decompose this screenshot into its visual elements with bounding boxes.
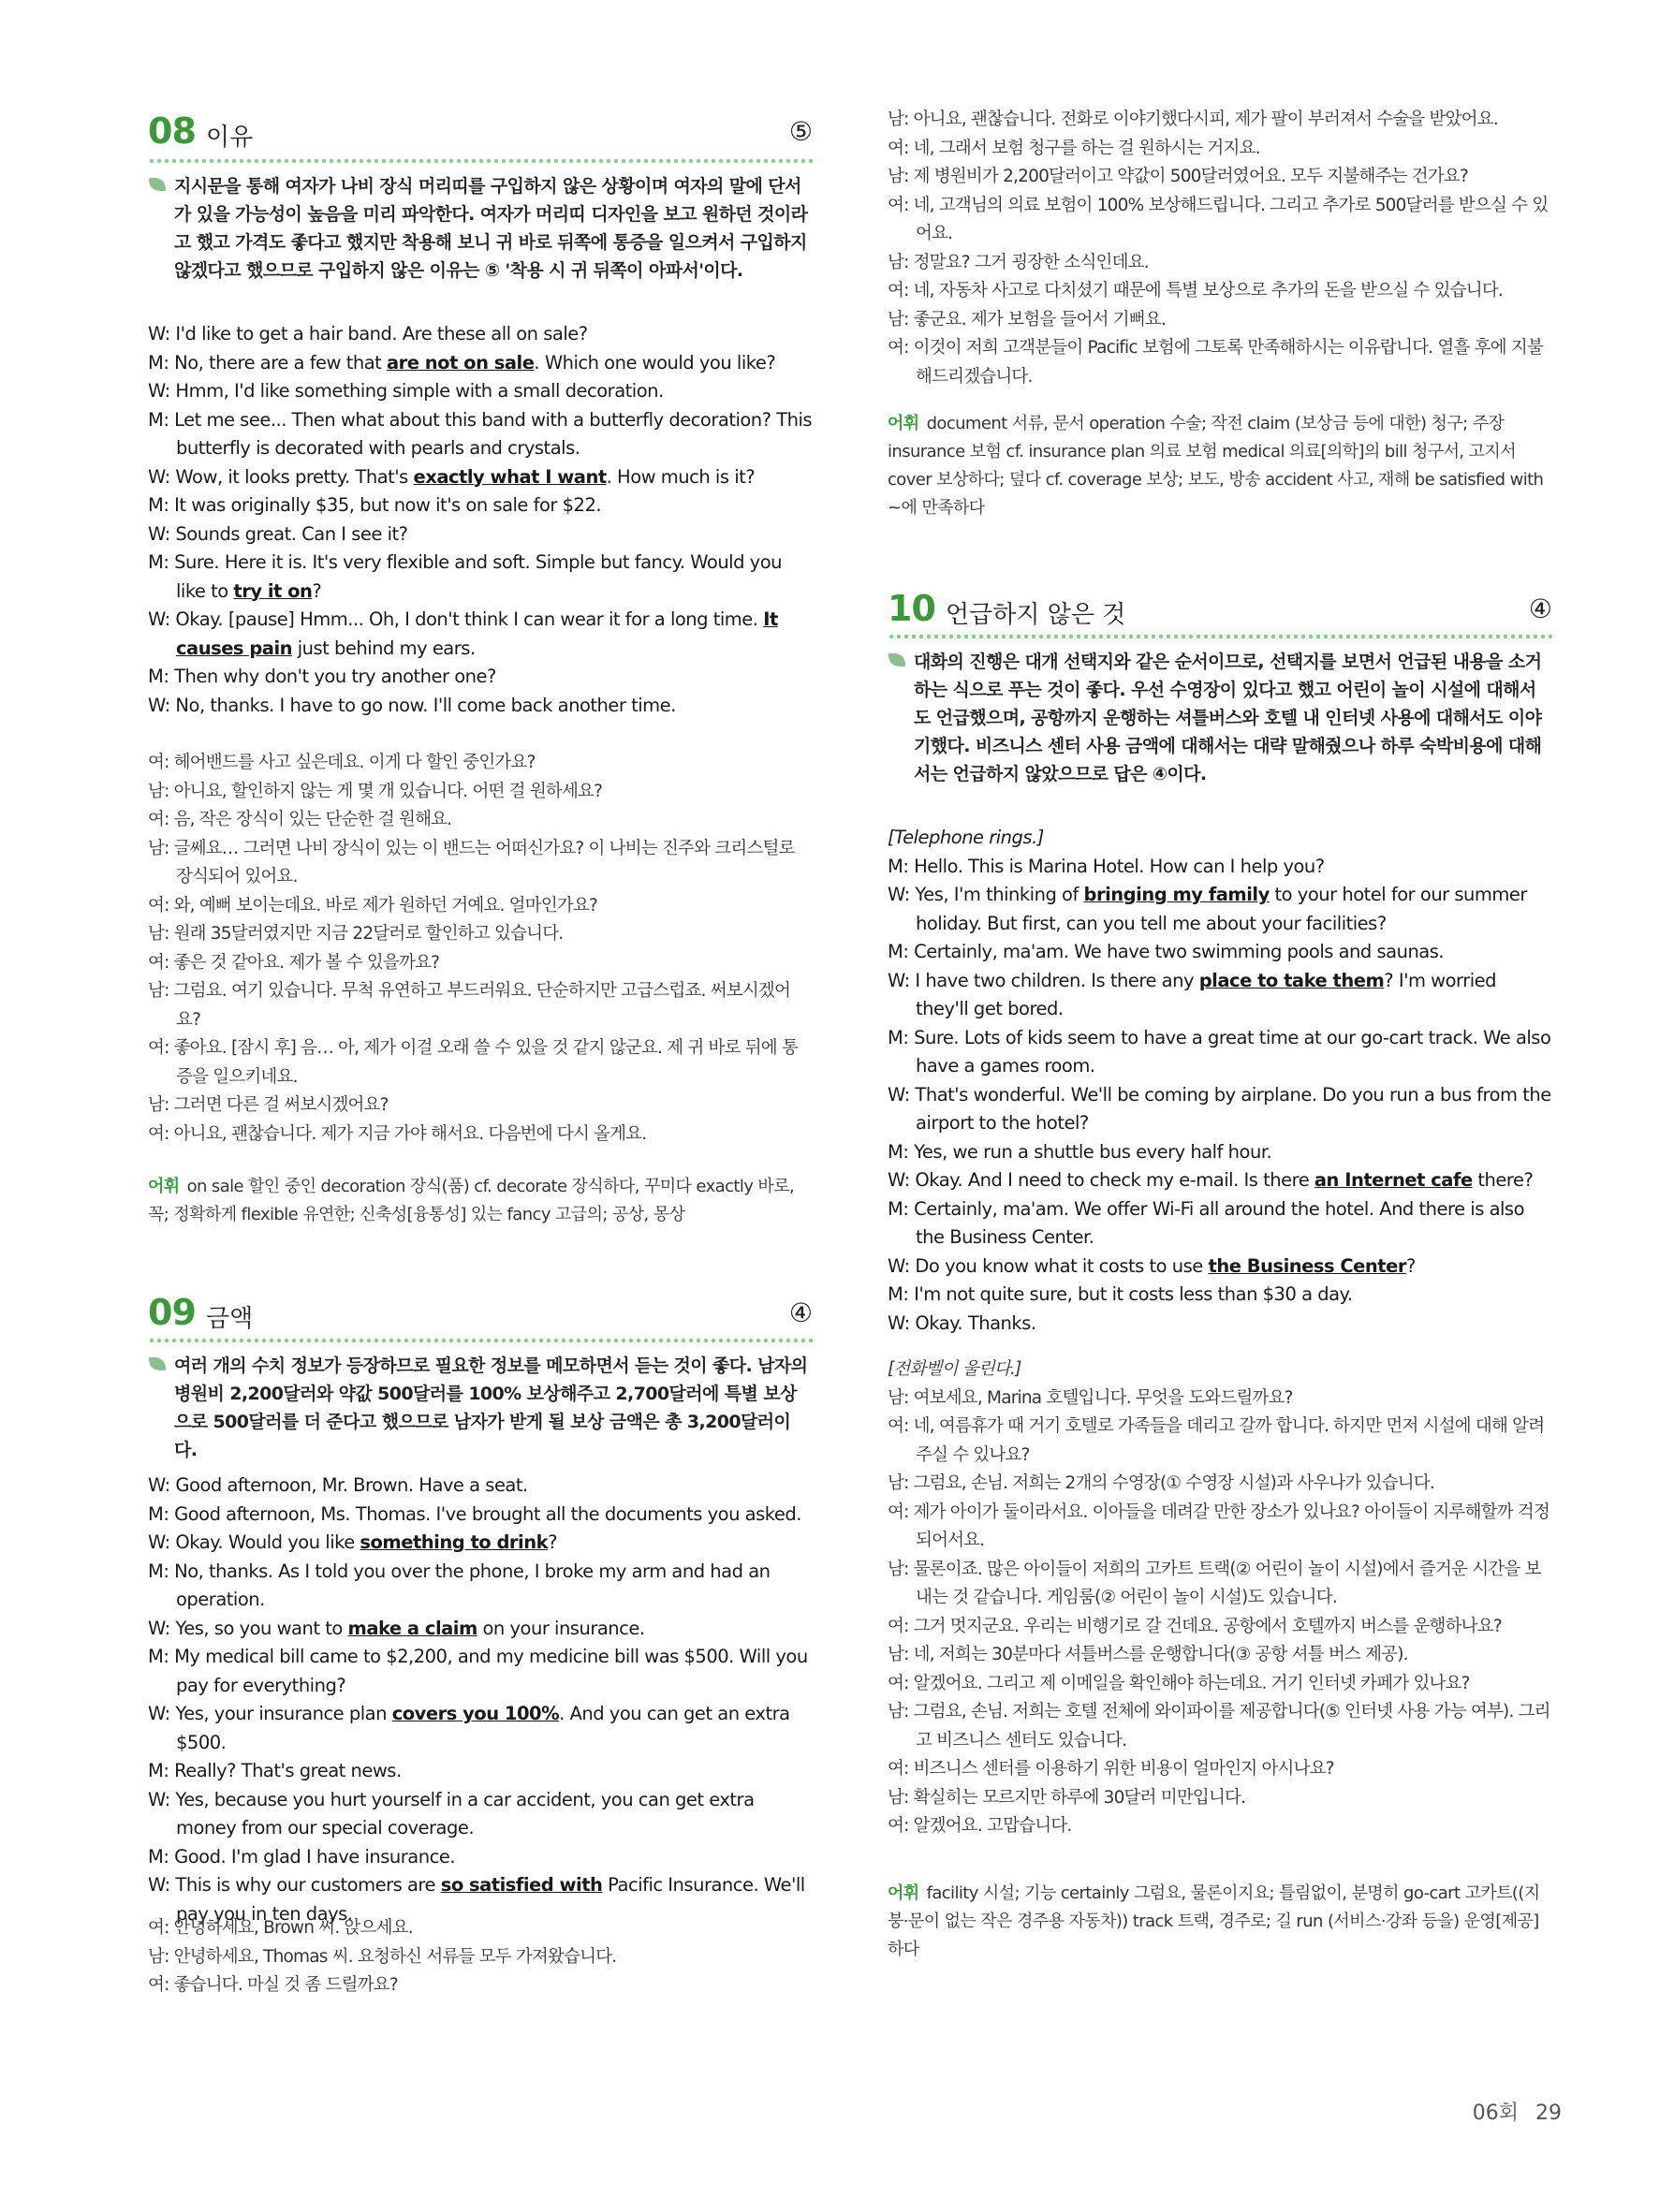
section-title: 언급하지 않은 것: [946, 601, 1126, 629]
dialog-line: 여: 이것이 저희 고객분들이 Pacific 보험에 그토록 만족해하시는 이유랍니다. 열흘 후에 지불해드리겠습니다.: [888, 338, 1544, 387]
section-08-vocab: 어휘 on sale 할인 중인 decoration 장식(품) cf. decorate 장식하다, 꾸미다 exactly 바로, 꼭; 정확하게 flexible 유연한; 신축성[융통성] 있는 fancy 고급의; 공상, 몽상: [148, 1177, 795, 1224]
dialog-line: M: Then why don't you try another one?: [148, 666, 496, 687]
dialog-line: M: No, thanks. As I told you over the phone, I broke my arm and had an operation.: [148, 1560, 771, 1610]
dialog-line: W: Yes, your insurance plan covers you 100%. And you can get an extra $500.: [148, 1703, 790, 1753]
speaker: W:: [148, 1474, 170, 1496]
section-09-explanation: 여러 개의 수치 정보가 등장하므로 필요한 정보를 메모하면서 듣는 것이 좋다. 남자의 병원비 2,200달러와 약값 500달러를 100% 보상해주고 2,700달러에 특별 보상으로 500달러를 더 준다고 했으므로 남자가 받게 될 보상 금액은 총 3,200달러이다.: [148, 1352, 813, 1464]
dialog-line: 여: 안녕하세요, Brown 씨. 앉으세요.: [148, 1918, 413, 1938]
dialog-line: 여: 음, 작은 장식이 있는 단순한 걸 원해요.: [148, 810, 452, 829]
dialog-line: M: Hello. This is Marina Hotel. How can I help you?: [888, 855, 1325, 877]
speaker: W:: [148, 323, 170, 344]
dialog-line: W: Okay. Would you like something to drink?: [148, 1531, 557, 1553]
dialog-line: W: Good afternoon, Mr. Brown. Have a seat.: [148, 1474, 528, 1496]
dialog-line: 여: 헤어밴드를 사고 싶은데요. 이게 다 할인 중인가요?: [148, 753, 536, 772]
dialog-line: 여: 알겠어요. 고맙습니다.: [888, 1816, 1072, 1836]
dialog-line: 남: 제 병원비가 2,200달러이고 약값이 500달러였어요. 모두 지불해주는 건가요?: [888, 167, 1469, 186]
dialog-line: 남: 정말요? 그거 굉장한 소식인데요.: [888, 252, 1149, 272]
speaker: W:: [148, 1788, 170, 1810]
dialog-line: W: Okay. [pause] Hmm... Oh, I don't think I can wear it for a long time. It causes pain just behind my ears.: [148, 608, 778, 659]
section-08-dialog-en: [148, 320, 813, 720]
dialog-line: W: That's wonderful. We'll be coming by airplane. Do you run a bus from the airport to the hotel?: [888, 1083, 1551, 1134]
speaker: M:: [148, 1502, 169, 1525]
speaker: M:: [888, 1140, 909, 1163]
dialog-line: W: Okay. Thanks.: [888, 1311, 1036, 1334]
dialog-line: 남: 안녕하세요, Thomas 씨. 요청하신 서류들 모두 가져왔습니다.: [148, 1946, 617, 1967]
section-number: 09: [148, 1292, 196, 1333]
dialog-line: M: Sure. Here it is. It's very flexible and soft. Simple but fancy. Would you like to try it on?: [148, 551, 783, 602]
dialog-line: M: Yes, we run a shuttle bus every half hour.: [888, 1140, 1272, 1163]
speaker: W:: [148, 522, 170, 545]
dialog-line: 여: 제가 아이가 둘이라서요. 이아들을 데려갈 만한 장소가 있나요? 아이들이 지루해할까 걱정되어서요.: [888, 1502, 1550, 1550]
speaker: M:: [888, 1283, 909, 1305]
dialog-line: M: Really? That's great news.: [148, 1760, 402, 1781]
section-08-dialog-kr: [148, 749, 813, 1149]
speaker: W:: [888, 1311, 910, 1334]
speaker: M:: [888, 941, 909, 962]
stage-direction: [Telephone rings.]: [888, 827, 1044, 848]
dialog-line: 남: 원래 35달러였지만 지금 22달러로 할인하고 있습니다.: [148, 924, 564, 944]
section-09-header: [148, 1292, 813, 1337]
dialog-line: 여: 네, 그래서 보험 청구를 하는 걸 원하시는 거지요.: [888, 138, 1260, 158]
dialog-line: M: Good afternoon, Ms. Thomas. I've brought all the documents you asked.: [148, 1502, 801, 1525]
dialog-line: 남: 좋군요. 제가 보험을 들어서 기뻐요.: [888, 309, 1167, 330]
speaker: W:: [888, 1254, 910, 1277]
speaker: W:: [148, 608, 170, 630]
speaker: W:: [888, 1169, 910, 1191]
speaker: W:: [148, 694, 170, 716]
dialog-line: 여: 네, 여름휴가 때 거기 호텔로 가족들을 데리고 갈까 합니다. 하지만 먼저 시설에 대해 알려주실 수 있나요?: [888, 1416, 1545, 1465]
dialog-line: 남: 여보세요, Marina 호텔입니다. 무엇을 도와드릴까요?: [888, 1387, 1293, 1408]
section-10-vocab: 어휘 facility 시설; 기능 certainly 그럼요, 물론이지요; 틀림없이, 분명히 go-cart 고카트((지붕·문이 없는 작은 경주용 자동차)) track 트랙, 경주로; 길 run (서비스·강좌 등을) 운영[제공]하다: [888, 1883, 1540, 1959]
dialog-line: W: This is why our customers are so satisfied with Pacific Insurance. We'll pay you in ten days.: [148, 1874, 805, 1925]
speaker: M:: [888, 1197, 909, 1220]
dialog-line: 여: 좋은 것 같아요. 제가 볼 수 있을까요?: [148, 952, 440, 973]
dialog-line: 남: 글쎄요… 그러면 나비 장식이 있는 이 밴드는 어떠신가요? 이 나비는 진주와 크리스털로 장식되어 있어요.: [148, 838, 795, 886]
dialog-line: W: Hmm, I'd like something simple with a small decoration.: [148, 380, 664, 402]
section-08-explanation: 지시문을 통해 여자가 나비 장식 머리띠를 구입하지 않은 상황이며 여자의 말에 단서가 있을 가능성이 높음을 미리 파악한다. 여자가 머리띠 디자인을 보고 원하던 것이라고 했고 가격도 좋다고 했지만 착용해 보니 귀 바로 뒤쪽에 통증을 일으켜서 구입하지 않겠다고 했으므로 구입하지 않은 이유는 ⑤ '착용 시 귀 뒤쪽이 아파서'이다.: [148, 172, 813, 285]
dialog-line: 여: 알겠어요. 그리고 제 이메일을 확인해야 하는데요. 거기 인터넷 카페가 있나요?: [888, 1673, 1470, 1693]
speaker: M:: [148, 494, 169, 516]
section-09-dialog-en: [148, 1472, 813, 1928]
dialog-line: 남: 그러면 다른 걸 써보시겠어요?: [148, 1095, 389, 1115]
dialog-line: W: I'd like to get a hair band. Are these all on sale?: [148, 323, 588, 344]
speaker: W:: [148, 465, 170, 488]
speaker: M:: [148, 351, 169, 374]
speaker: M:: [148, 1760, 169, 1781]
dialog-line: 여: 아니요, 괜찮습니다. 제가 지금 가야 해서요. 다음번에 다시 올게요.: [148, 1123, 647, 1144]
section-09-dialog-kr: [148, 1914, 813, 2000]
dialog-line: M: Let me see... Then what about this band with a butterfly decoration? This butterfly is decorated with pearls and crystals.: [148, 408, 813, 459]
speaker: M:: [148, 1845, 169, 1868]
speaker: W:: [148, 1617, 170, 1639]
dialog-line: M: My medical bill came to $2,200, and my medicine bill was $500. Will you pay for everything?: [148, 1646, 808, 1696]
divider-wave: [888, 633, 1552, 640]
dialog-line: 남: 물론이죠. 많은 아이들이 저희의 고카트 트랙(② 어린이 놀이 시설)에서 즐거운 시간을 보내는 것 같습니다. 게임룸(② 어린이 놀이 시설)도 있습니다.: [888, 1559, 1541, 1607]
divider-wave: [148, 1337, 813, 1344]
section-title: 이유: [206, 124, 254, 152]
speaker: W:: [148, 1703, 170, 1724]
speaker: M:: [888, 1026, 909, 1048]
section-answer: ④: [788, 1297, 813, 1328]
page-footer: [1456, 2097, 1562, 2126]
dialog-line: 여: 와, 예뻐 보이는데요. 바로 제가 원하던 거예요. 얼마인가요?: [148, 895, 598, 916]
dialog-line: 여: 비즈니스 센터를 이용하기 위한 비용이 얼마인지 아시나요?: [888, 1759, 1334, 1779]
section-number: 08: [148, 110, 196, 152]
section-09-vocab: 어휘 document 서류, 문서 operation 수술; 작전 claim (보상금 등에 대한) 청구; 주장 insurance 보험 cf. insurance plan 의료 보험 medical 의료[의학]의 bill 청구서, 고지서 cover 보상하다; 덮다 cf. coverage 보상; 보도, 방송 accident 사고, 재해 be satisfied with ~에 만족하다: [888, 414, 1544, 518]
section-answer: ④: [1528, 593, 1552, 624]
page-number: 29: [1535, 2102, 1562, 2125]
dialog-line: M: No, there are a few that are not on sale. Which one would you like?: [148, 351, 776, 374]
dialog-line: 남: 아니요, 할인하지 않는 게 몇 개 있습니다. 어떤 걸 원하세요?: [148, 781, 603, 801]
speaker: M:: [148, 1560, 169, 1582]
dialog-line: 여: 좋아요. [잠시 후] 음… 아, 제가 이걸 오래 쓸 수 있을 것 같지 않군요. 제 귀 바로 뒤에 통증을 일으키네요.: [148, 1038, 799, 1087]
dialog-line: M: Good. I'm glad I have insurance.: [148, 1845, 456, 1868]
speaker: M:: [148, 551, 169, 573]
speaker: M:: [148, 408, 169, 431]
dialog-line: W: Okay. And I need to check my e-mail. Is there an Internet cafe there?: [888, 1169, 1534, 1191]
section-title: 금액: [206, 1305, 254, 1333]
dialog-line: M: Certainly, ma'am. We have two swimming pools and saunas.: [888, 941, 1445, 962]
speaker: W:: [888, 969, 910, 991]
section-08-header: [148, 110, 813, 155]
dialog-line: 여: 네, 고객님의 의료 보험이 100% 보상해드립니다. 그리고 추가로 500달러를 받으실 수 있어요.: [888, 195, 1549, 243]
session-label: 06회: [1472, 2102, 1519, 2125]
speaker: M:: [148, 1646, 169, 1667]
speaker: W:: [888, 1083, 910, 1106]
speaker: W:: [148, 380, 170, 402]
dialog-line: M: It was originally $35, but now it's on sale for $22.: [148, 494, 602, 516]
section-10-explanation: 대화의 진행은 대개 선택지와 같은 순서이므로, 선택지를 보면서 언급된 내용을 소거하는 식으로 푸는 것이 좋다. 우선 수영장이 있다고 했고 어린이 놀이 시설에 대해서도 언급했으며, 공항까지 운행하는 셔틀버스와 호텔 내 인터넷 사용에 대해서도 이야기했다. 비즈니스 센터 사용 금액에 대해서는 대략 말해줬으나 하루 숙박비용에 대해서는 언급하지 않았으므로 답은 ④이다.: [888, 648, 1552, 788]
dialog-line: W: Yes, I'm thinking of bringing my family to your hotel for our summer holiday. But first, can you tell me about your facilities?: [888, 884, 1527, 934]
dialog-line: W: No, thanks. I have to go now. I'll come back another time.: [148, 694, 676, 716]
dialog-line: W: Do you know what it costs to use the Business Center?: [888, 1254, 1416, 1277]
speaker: W:: [148, 1874, 170, 1896]
dialog-line: M: I'm not quite sure, but it costs less than $30 a day.: [888, 1283, 1353, 1305]
dialog-line: 남: 그럼요, 손님. 저희는 호텔 전체에 와이파이를 제공합니다(⑤ 인터넷 사용 가능 여부). 그리고 비즈니스 센터도 있습니다.: [888, 1702, 1550, 1751]
dialog-line: W: Wow, it looks pretty. That's exactly what I want. How much is it?: [148, 465, 756, 488]
section-10-dialog-kr: [888, 1355, 1552, 1841]
section-number: 10: [888, 588, 935, 629]
dialog-line: 남: 확실히는 모르지만 하루에 30달러 미만입니다.: [888, 1787, 1246, 1808]
dialog-line: 남: 그럼요, 손님. 저희는 2개의 수영장(① 수영장 시설)과 사우나가 있습니다.: [888, 1473, 1434, 1493]
section-09-dialog-kr-cont: [888, 106, 1552, 391]
section-10-dialog-en: [888, 824, 1552, 1338]
dialog-line: W: Yes, because you hurt yourself in a car accident, you can get extra money from our special coverage.: [148, 1788, 755, 1838]
speaker: M:: [148, 666, 169, 687]
dialog-line: 여: 좋습니다. 마실 것 좀 드릴까요?: [148, 1975, 398, 1995]
speaker: M:: [888, 855, 909, 877]
dialog-line: 남: 네, 저희는 30분마다 셔틀버스를 운행합니다(③ 공항 셔틀 버스 제공).: [888, 1645, 1408, 1664]
dialog-line: 여: 그거 멋지군요. 우리는 비행기로 갈 건데요. 공항에서 호텔까지 버스를 운행하나요?: [888, 1616, 1502, 1636]
dialog-line: 여: 네, 자동차 사고로 다치셨기 때문에 특별 보상으로 추가의 돈을 받으실 수 있습니다.: [888, 281, 1503, 300]
dialog-line: M: Sure. Lots of kids seem to have a great time at our go-cart track. We also have a games room.: [888, 1026, 1551, 1077]
speaker: W:: [148, 1531, 170, 1553]
divider-wave: [148, 157, 813, 165]
stage-direction: [전화벨이 울린다.]: [888, 1359, 1021, 1379]
dialog-line: 남: 그럼요. 여기 있습니다. 무척 유연하고 부드러워요. 단순하지만 고급스럽죠. 써보시겠어요?: [148, 981, 791, 1030]
speaker: W:: [888, 884, 910, 905]
section-answer: ⑤: [788, 116, 813, 147]
section-10-header: [888, 588, 1552, 633]
dialog-line: W: Yes, so you want to make a claim on your insurance.: [148, 1617, 645, 1639]
dialog-line: W: Sounds great. Can I see it?: [148, 522, 408, 545]
dialog-line: 남: 아니요, 괜찮습니다. 전화로 이야기했다시피, 제가 팔이 부러져서 수술을 받았어요.: [888, 110, 1498, 129]
dialog-line: M: Certainly, ma'am. We offer Wi-Fi all around the hotel. And there is also the Business Center.: [888, 1197, 1525, 1248]
dialog-line: W: I have two children. Is there any place to take them? I'm worried they'll get bored.: [888, 969, 1497, 1019]
